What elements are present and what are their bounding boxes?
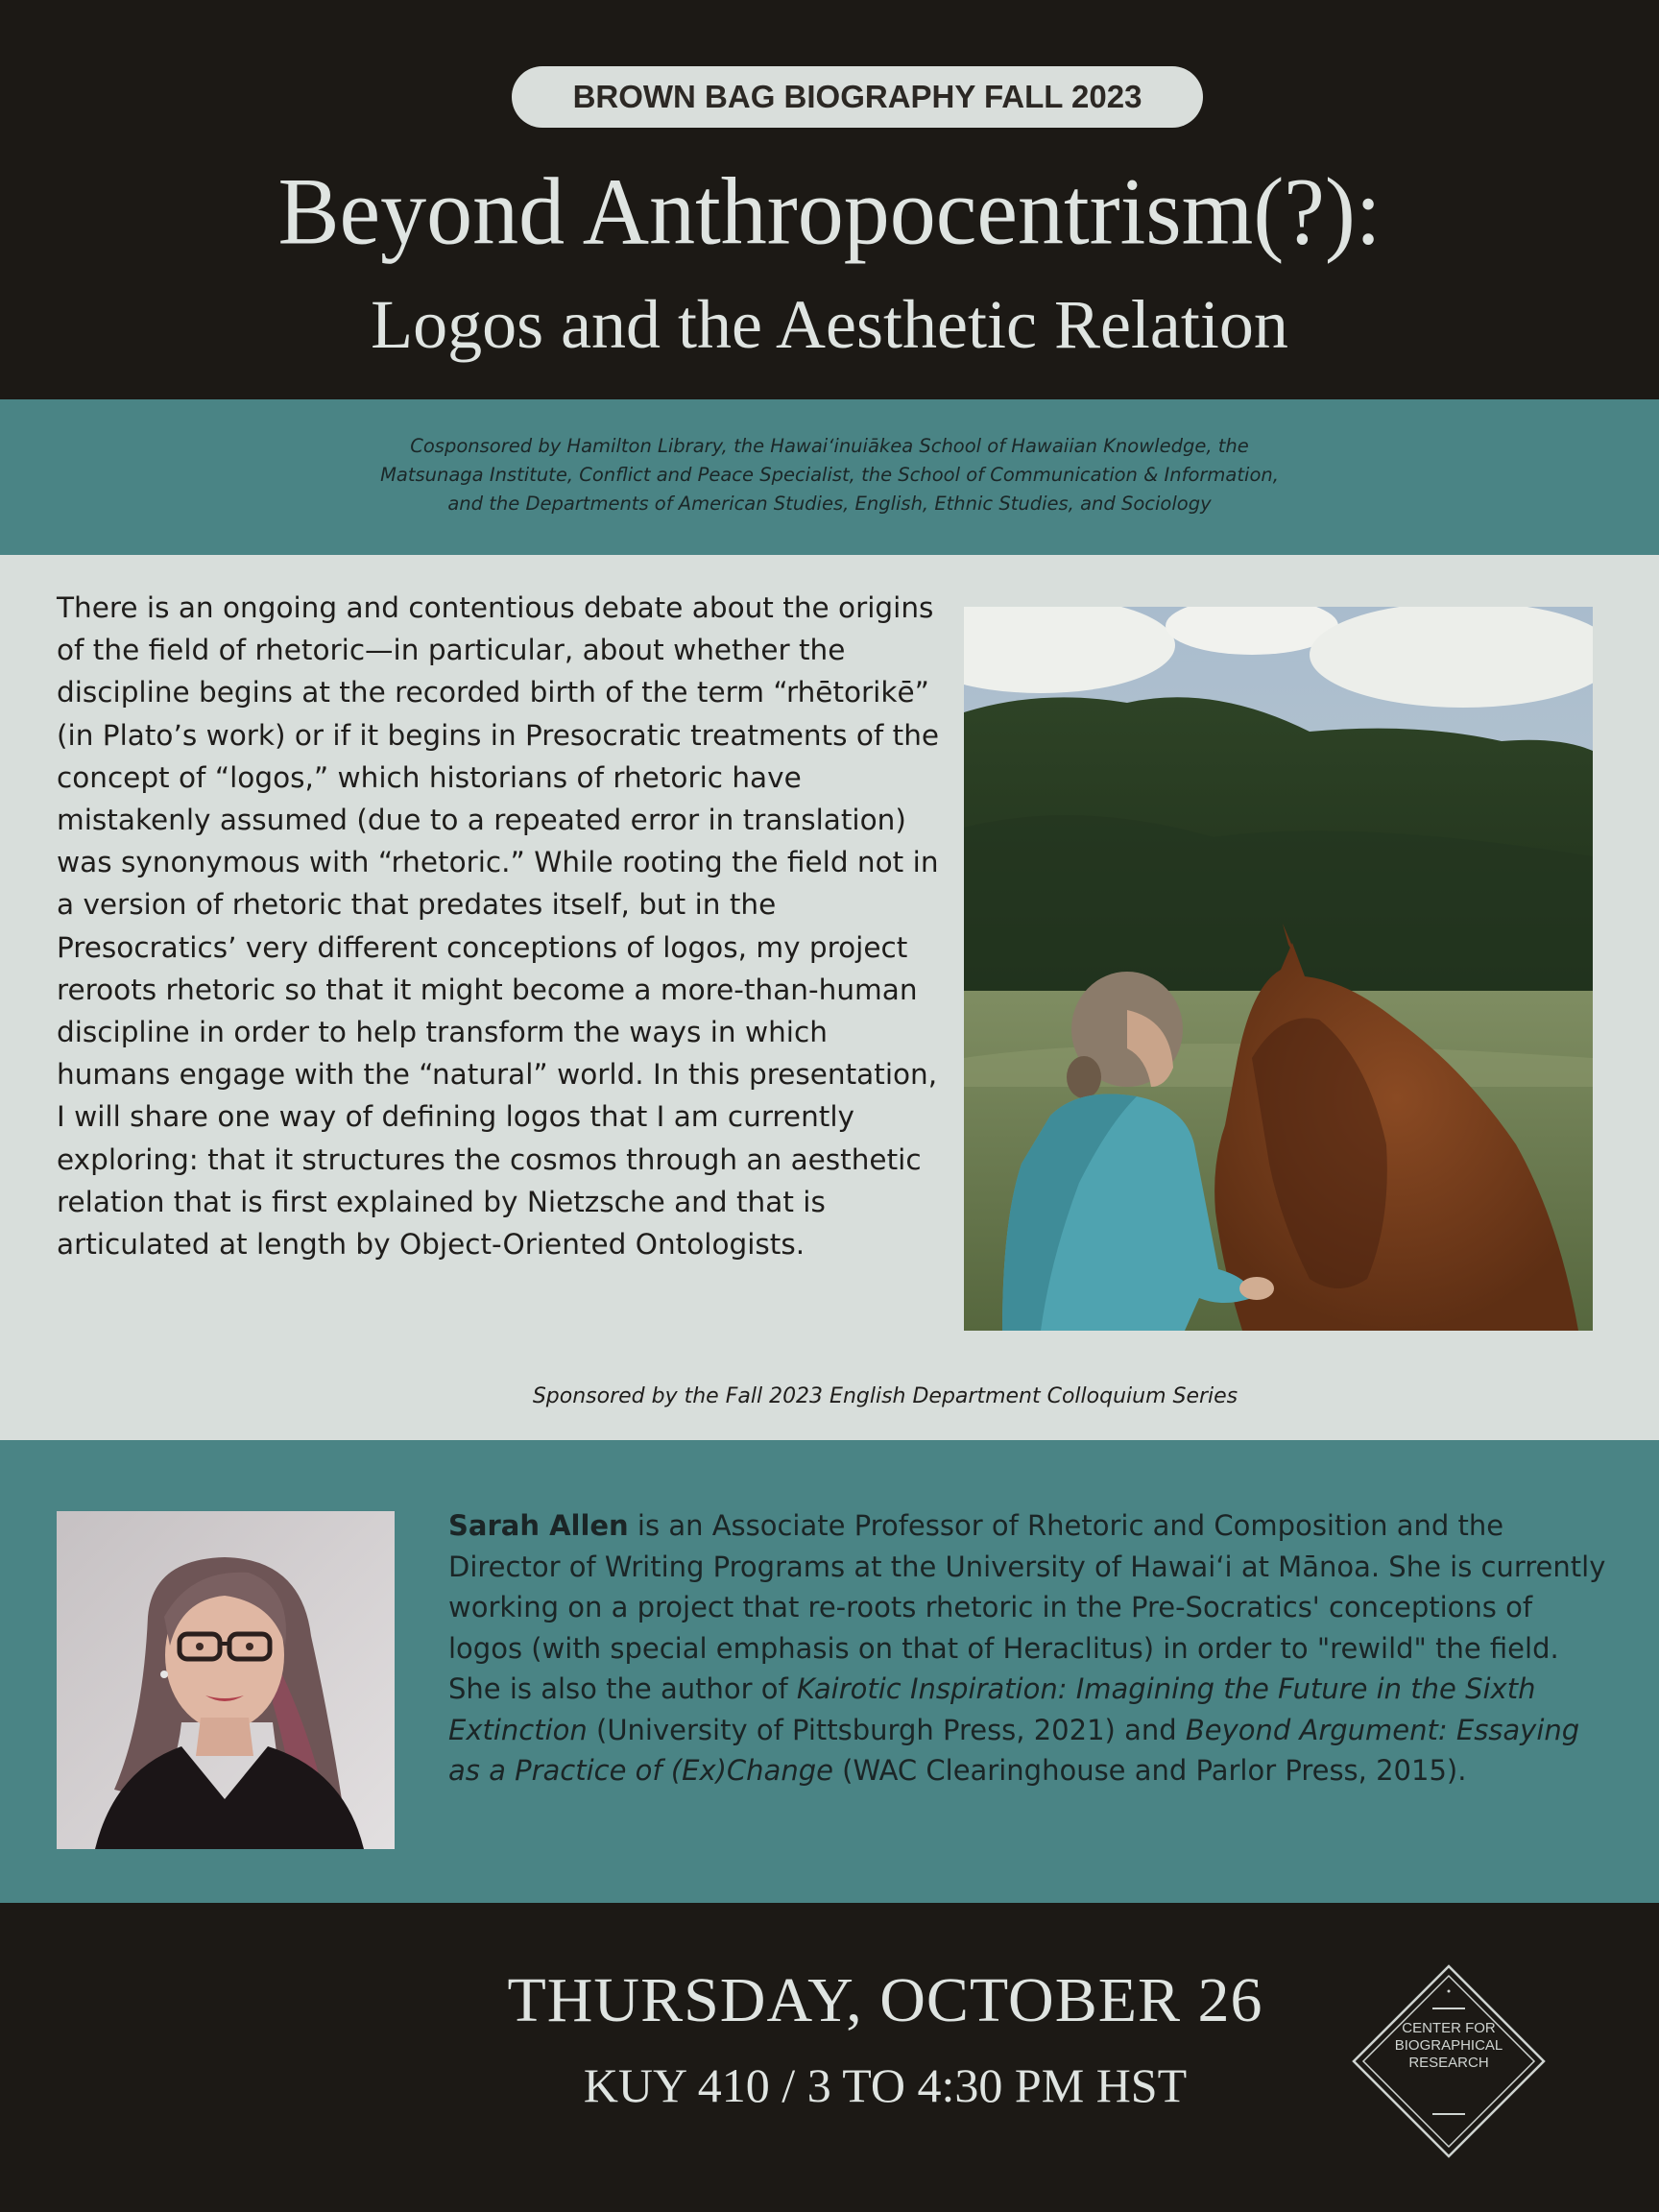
cosponsor-band: [0, 399, 1659, 555]
cosponsor-text: [278, 432, 1381, 518]
bio-section: [0, 1440, 1659, 1903]
logo-line: BIOGRAPHICAL: [1394, 2037, 1503, 2054]
event-date: THURSDAY, OCTOBER 26: [507, 1965, 1263, 2035]
header-band: [0, 0, 1659, 399]
event-subtitle: Logos and the Aesthetic Relation: [371, 286, 1288, 363]
cosponsor-line: Cosponsored by Hamilton Library, the Hawaiʻinuiākea School of Hawaiian Knowledge, the: [410, 435, 1249, 457]
book-title: Kairotic Inspiration: Imagining the Future in the Sixth Extinction: [448, 1672, 1536, 1746]
speaker-bio: [448, 1505, 1610, 1791]
bio-text-part: (WAC Clearinghouse and Parlor Press, 2015).: [832, 1754, 1467, 1787]
woman-with-horse-photo: [964, 607, 1593, 1331]
sponsor-note: Sponsored by the Fall 2023 English Department Colloquium Series: [532, 1384, 1238, 1408]
event-title: Beyond Anthropocentrism(?):: [277, 156, 1382, 265]
bio-text-part: is an Associate Professor of Rhetoric and Composition and the Director of Writing Programs at the University of Hawaiʻi at Mānoa. She is currently working on a project that re-roots rhetoric in the Pre-Socratics' conceptions of logos (with special emphasis on that of Heraclitus) in order to "rewild" the field. She is also the author of: [448, 1509, 1606, 1705]
speaker-name: Sarah Allen: [448, 1509, 629, 1542]
abstract-text: There is an ongoing and contentious debate about the origins of the field of rhetoric—in particular, about whether the discipline begins at the recorded birth of the term “rhētorikē” (in Plato’s work) or if it begins in Presocratic treatments of the concept of “logos,” which historians of rhetoric have mistakenly assumed (due to a repeated error in translation) was synonymous with “rhetoric.” While rooting the field not in a version of rhetoric that predates itself, but in the Presocratics’ very different conceptions of logos, my project reroots rhetoric so that it might become a more-than-human discipline in order to help transform the ways in which humans engage with the “natural” world. In this presentation, I will share one way of defining logos that I am currently exploring: that it structures the cosmos through an aesthetic relation that is first explained by Nietzsche and that is articulated at length by Object-Oriented Ontologists.: [57, 591, 940, 1262]
logo-text: [1348, 2020, 1550, 2072]
footer-band: [0, 1903, 1659, 2212]
book-title: Beyond Argument: Essaying as a Practice of (Ex)Change: [448, 1713, 1580, 1787]
speaker-headshot: [57, 1511, 395, 1849]
logo-line: RESEARCH: [1408, 2055, 1489, 2071]
cosponsor-line: Matsunaga Institute, Conflict and Peace Specialist, the School of Communication & Information,: [380, 464, 1279, 486]
logo-line: CENTER FOR: [1402, 2020, 1496, 2036]
cosponsor-line: and the Departments of American Studies, English, Ethnic Studies, and Sociology: [447, 493, 1212, 515]
series-label: BROWN BAG BIOGRAPHY FALL 2023: [572, 79, 1142, 114]
series-label-pill: [512, 66, 1203, 128]
bio-text-part: (University of Pittsburgh Press, 2021) and: [587, 1713, 1186, 1746]
event-location-time: KUY 410 / 3 TO 4:30 PM HST: [583, 2058, 1188, 2112]
abstract-section: [0, 555, 1659, 1440]
center-logo: [1348, 1960, 1550, 2162]
